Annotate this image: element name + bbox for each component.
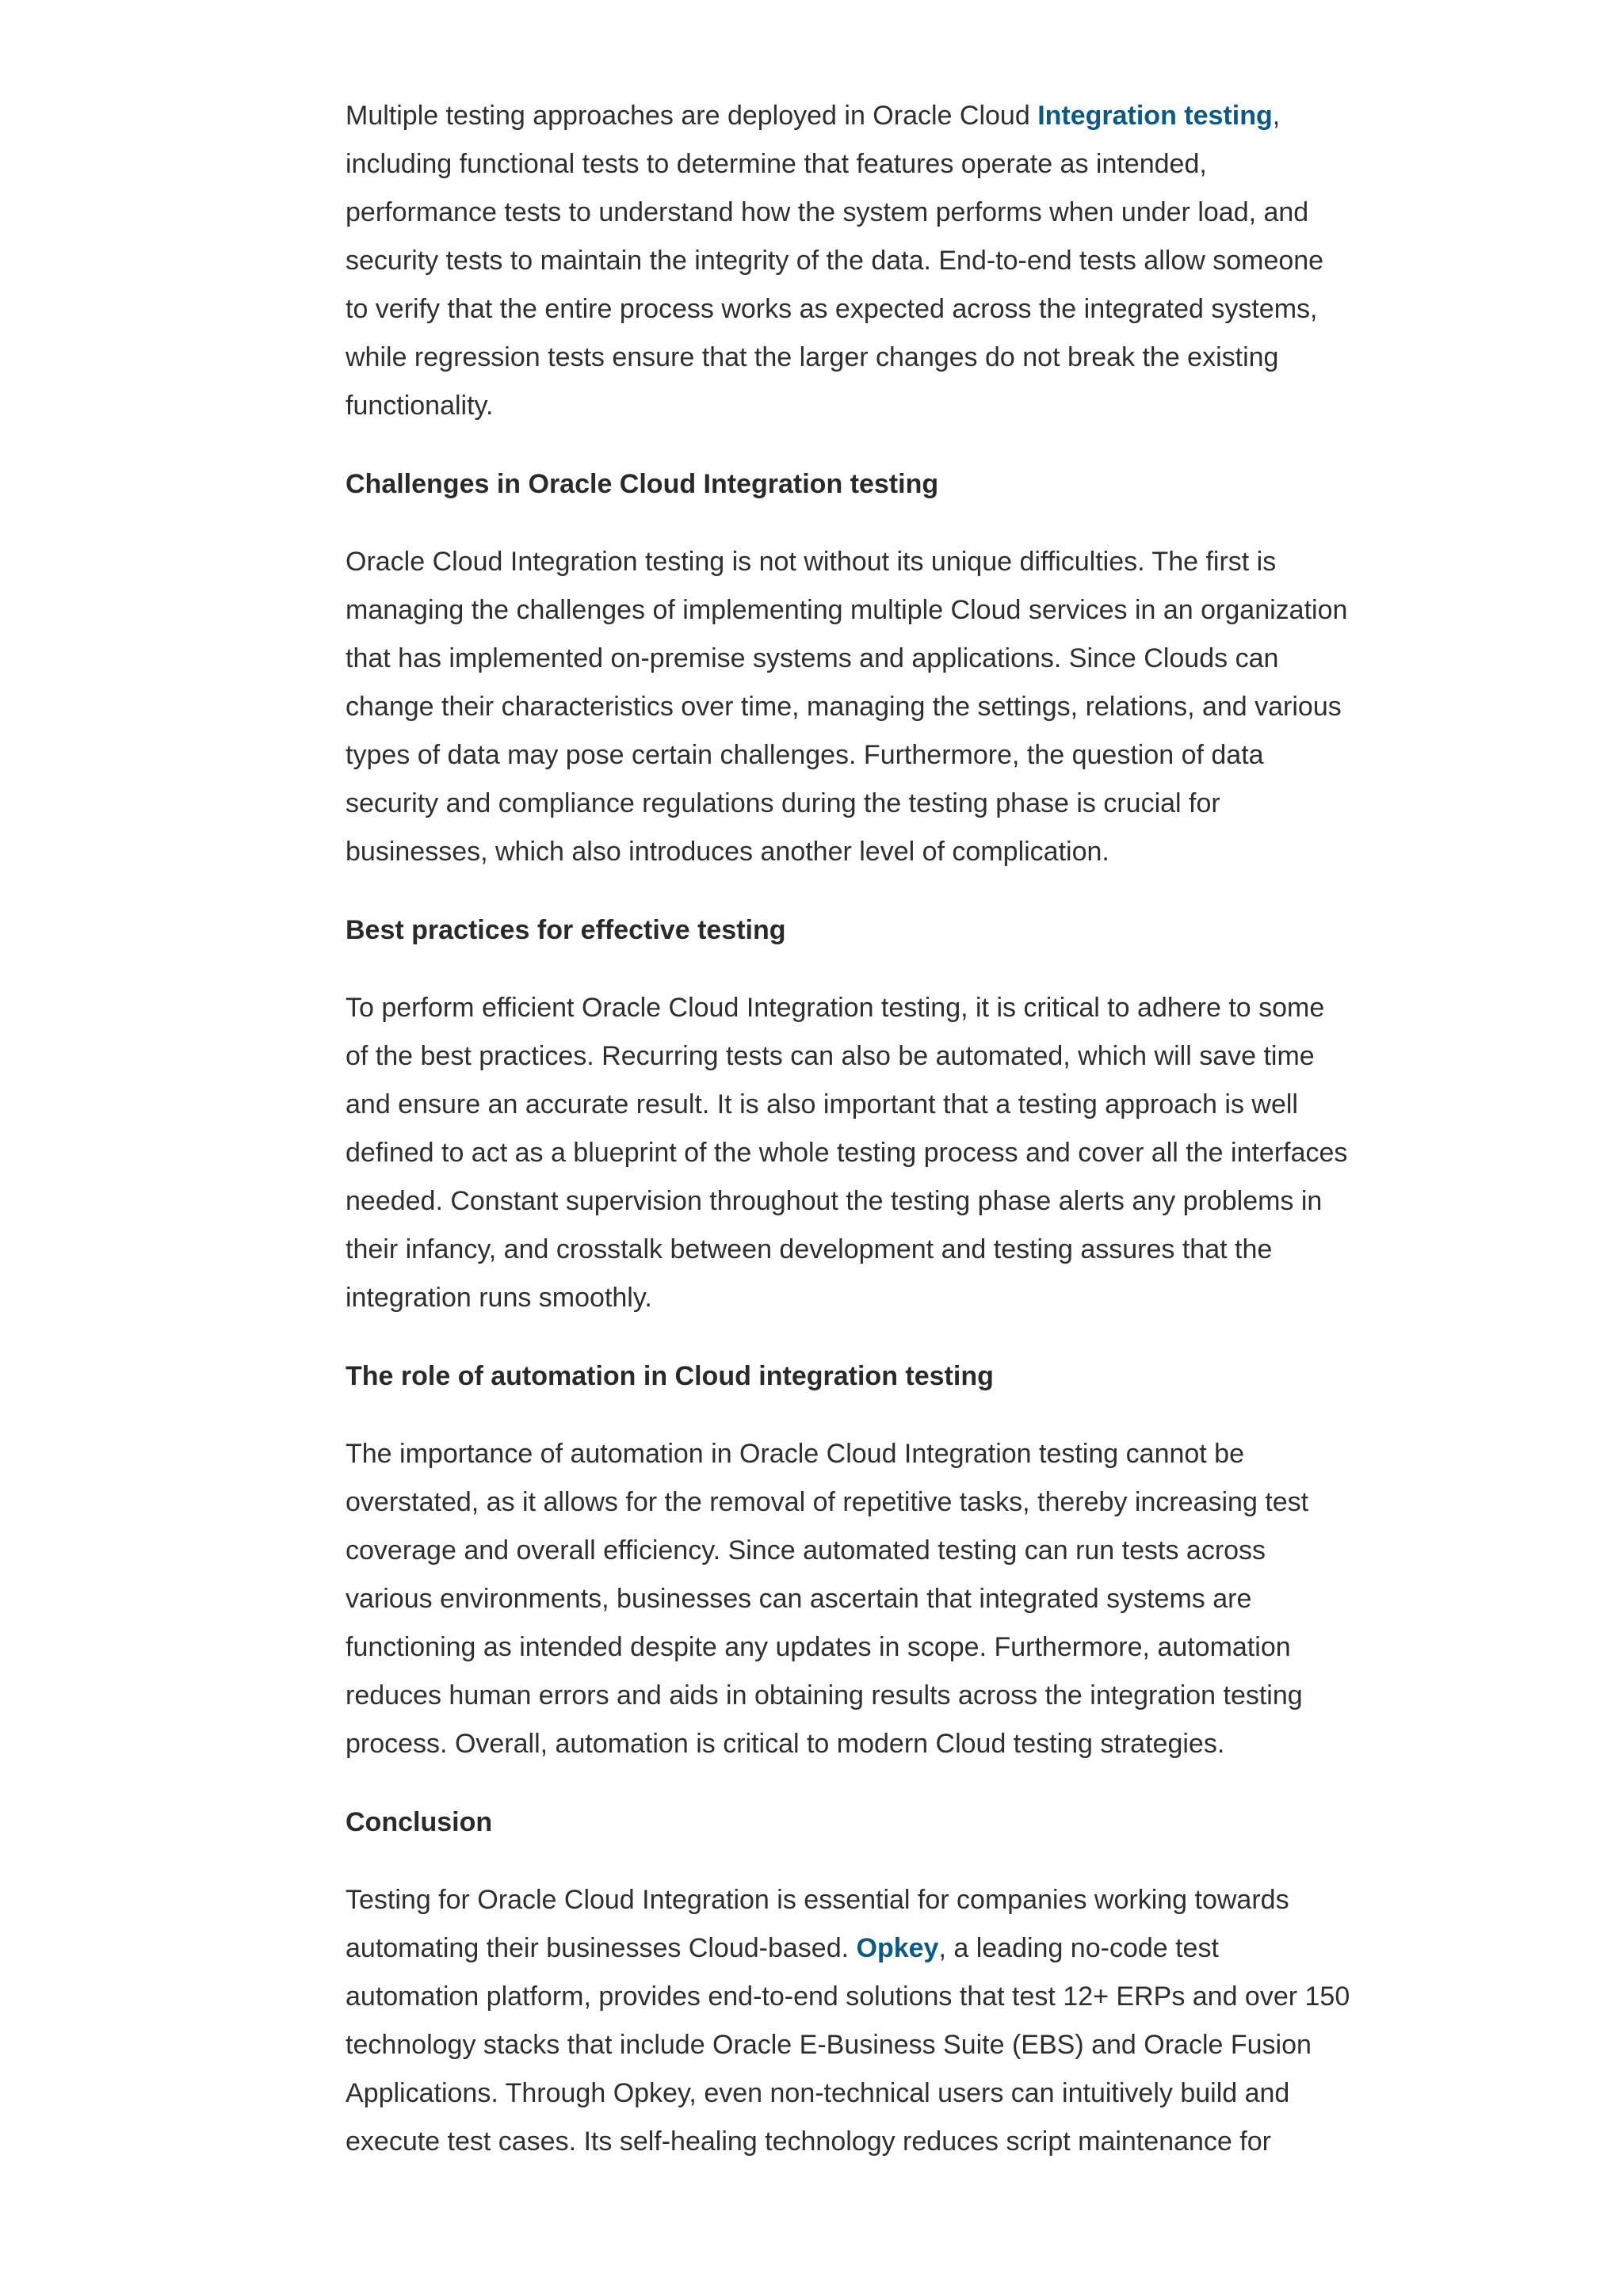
conclusion-text-start: Testing for Oracle Cloud Integration is essential for companies working towards automating their businesses Cloud-based. bbox=[346, 1885, 1289, 1963]
article-body bbox=[346, 92, 1352, 2201]
conclusion-heading: Conclusion bbox=[346, 1807, 493, 1837]
best-practices-heading: Best practices for effective testing bbox=[346, 915, 786, 945]
conclusion-text-end: , a leading no-code test automation platform, provides end-to-end solutions that test 12+ ERPs and over 150 technology stacks that include Oracle E-Business Suite (EBS) and Oracle Fusion Applications. Through Opkey, even non-technical users can intuitively build and execute test cases. Its self-healing technology reduces script maintenance for bbox=[346, 1933, 1350, 2157]
challenges-paragraph: Oracle Cloud Integration testing is not without its unique difficulties. The first is managing the challenges of implementing multiple Cloud services in an organization that has implemented on-premise systems and applications. Since Clouds can change their characteristics over time, managing the settings, relations, and various types of data may pose certain challenges. Furthermore, the question of data security and compliance regulations during the testing phase is crucial for businesses, which also introduces another level of complication. bbox=[346, 547, 1348, 867]
integration-testing-link[interactable]: Integration testing bbox=[1037, 101, 1273, 131]
automation-role-paragraph: The importance of automation in Oracle Cloud Integration testing cannot be overstated, as it allows for the removal of repetitive tasks, thereby increasing test coverage and overall efficiency. Since automated testing can run tests across various environments, businesses can ascertain that integrated systems are functioning as intended despite any updates in scope. Furthermore, automation reduces human errors and aids in obtaining results across the integration testing process. Overall, automation is critical to modern Cloud testing strategies. bbox=[346, 1439, 1309, 1759]
challenges-heading: Challenges in Oracle Cloud Integration testing bbox=[346, 469, 939, 499]
best-practices-paragraph: To perform efficient Oracle Cloud Integration testing, it is critical to adhere to some of the best practices. Recurring tests can also be automated, which will save time and ensure an accurate result. It is also important that a testing approach is well defined to act as a blueprint of the whole testing process and cover all the interfaces needed. Constant supervision throughout the testing phase alerts any problems in their infancy, and crosstalk between development and testing assures that the integration runs smoothly. bbox=[346, 993, 1348, 1313]
opkey-link[interactable]: Opkey bbox=[856, 1933, 939, 1963]
conclusion-paragraph bbox=[346, 1876, 1352, 2166]
intro-text-end: , including functional tests to determine that features operate as intended, performance tests to understand how the system performs when under load, and security tests to maintain the integrity of the data. End-to-end tests allow someone to verify that the entire process works as expected across the integrated systems, while regression tests ensure that the larger changes do not break the existing functionality. bbox=[346, 101, 1324, 421]
automation-role-heading: The role of automation in Cloud integration testing bbox=[346, 1361, 994, 1391]
intro-text-start: Multiple testing approaches are deployed in Oracle Cloud bbox=[346, 101, 1038, 131]
intro-paragraph bbox=[346, 92, 1352, 430]
